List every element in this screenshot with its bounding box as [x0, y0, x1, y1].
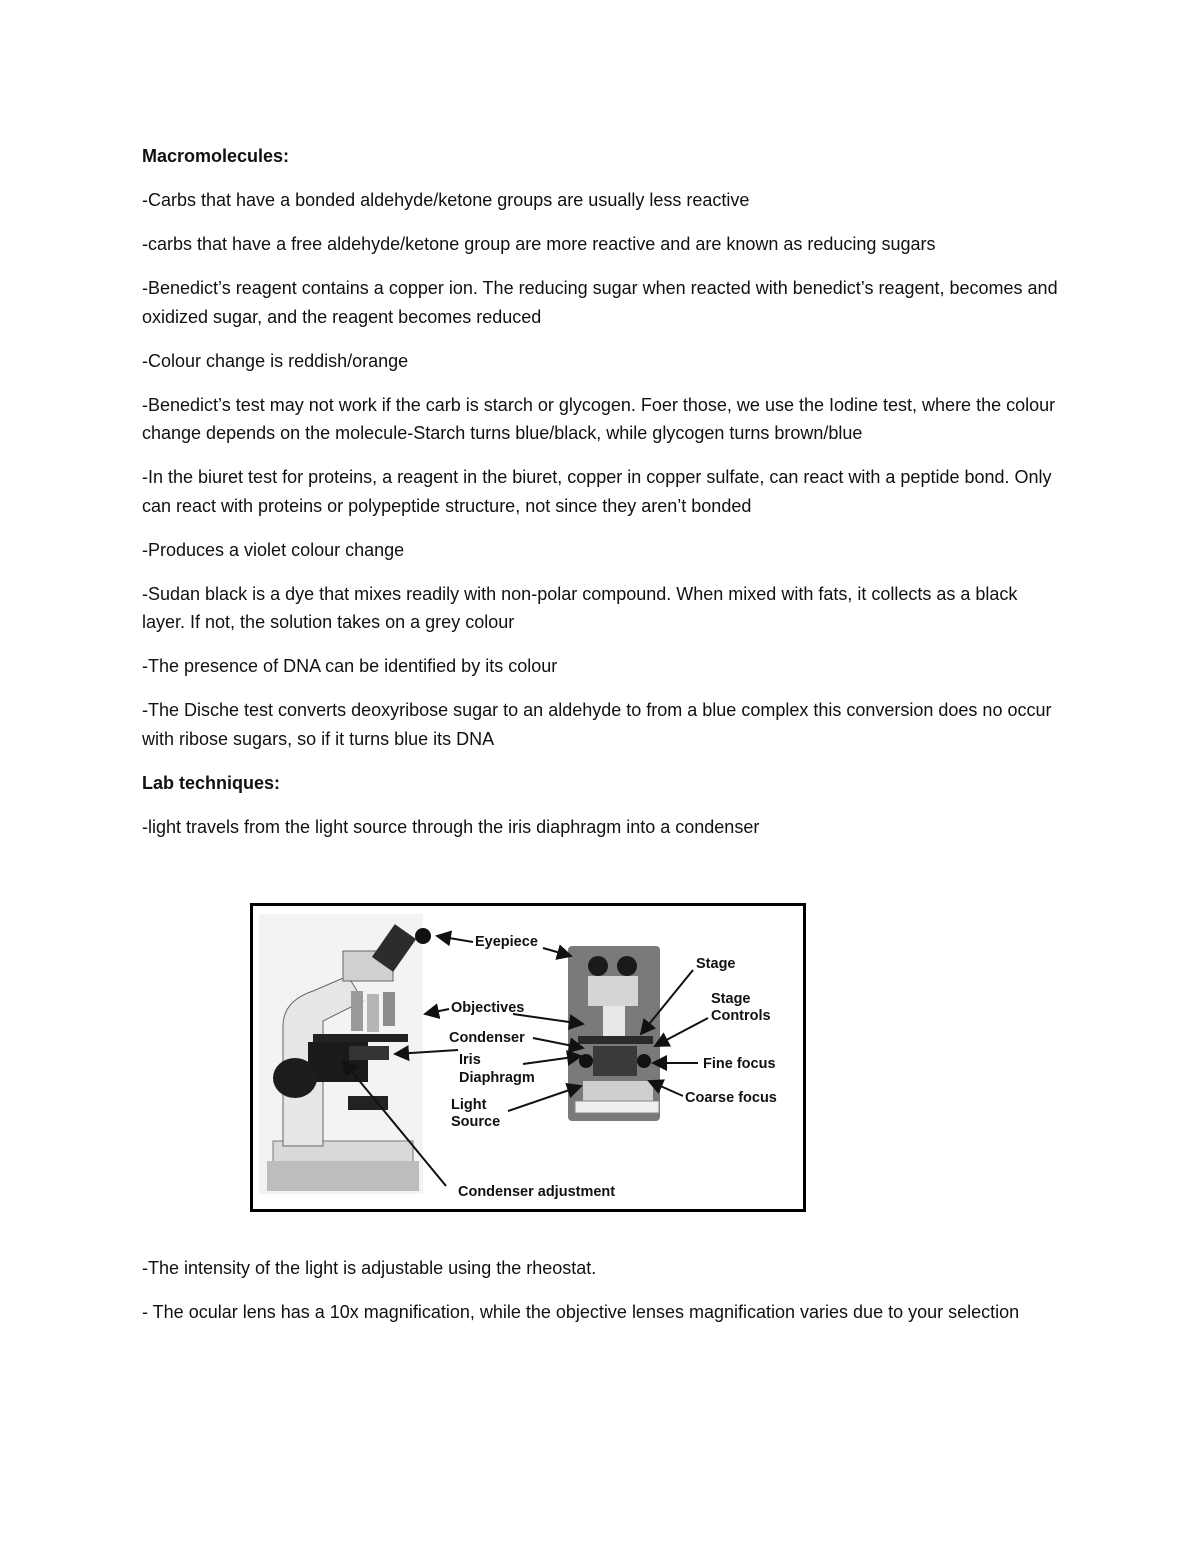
- heading-macromolecules: Macromolecules:: [142, 146, 290, 166]
- label-stage-controls-2: Controls: [711, 1008, 771, 1024]
- label-stage-controls-1: Stage: [711, 991, 751, 1007]
- label-condenser: Condenser: [449, 1030, 525, 1046]
- paragraph: -Benedict’s reagent contains a copper ion. The reducing sugar when reacted with benedict’s reagent, becomes and oxidized sugar, and the reagent becomes reduced: [142, 278, 1058, 327]
- label-iris-1: Iris: [459, 1052, 481, 1068]
- paragraph: -Sudan black is a dye that mixes readily with non-polar compound. When mixed with fats, it collects as a black layer. If not, the solution takes on a grey colour: [142, 583, 1018, 632]
- paragraph: - The ocular lens has a 10x magnification, while the objective lenses magnification varies due to your selection: [142, 1302, 1020, 1322]
- paragraph: -Carbs that have a bonded aldehyde/ketone groups are usually less reactive: [142, 190, 750, 210]
- label-iris-2: Diaphragm: [459, 1070, 535, 1086]
- microscope-photo-front: [568, 946, 660, 1121]
- label-light-1: Light: [451, 1097, 487, 1113]
- document-body: [142, 142, 1062, 857]
- microscope-figure: [250, 903, 806, 1212]
- paragraph: -In the biuret test for proteins, a reagent in the biuret, copper in copper sulfate, can react with a peptide bond. Only can react with proteins or polypeptide structure, not since they aren’t bonded: [142, 467, 1052, 516]
- paragraph: -Colour change is reddish/orange: [142, 350, 409, 371]
- label-objectives: Objectives: [451, 1000, 525, 1016]
- paragraph: -The presence of DNA can be identified by its colour: [142, 656, 558, 676]
- paragraph: -light travels from the light source through the iris diaphragm into a condenser: [142, 816, 760, 837]
- label-coarse-focus: Coarse focus: [685, 1090, 777, 1106]
- paragraph: -The Dische test converts deoxyribose sugar to an aldehyde to from a blue complex this conversion does no occur with ribose sugars, so if it turns blue its DNA: [142, 700, 1052, 749]
- label-light-2: Source: [451, 1114, 501, 1130]
- microscope-diagram: [253, 906, 803, 1209]
- heading-lab-techniques: Lab techniques:: [142, 772, 281, 793]
- paragraph: -The intensity of the light is adjustable using the rheostat.: [142, 1258, 597, 1278]
- label-condenser-adjustment: Condenser adjustment: [458, 1184, 616, 1200]
- paragraph: -carbs that have a free aldehyde/ketone group are more reactive and are known as reducing sugars: [142, 234, 936, 254]
- paragraph: -Produces a violet colour change: [142, 539, 405, 560]
- label-eyepiece: Eyepiece: [475, 934, 538, 950]
- document-body-after-figure: [142, 1254, 1062, 1342]
- paragraph: -Benedict’s test may not work if the carb is starch or glycogen. Foer those, we use the Iodine test, where the colour change depends on the molecule-Starch turns blue/black, while glycogen turns brown/blue: [142, 394, 1056, 443]
- label-fine-focus: Fine focus: [703, 1056, 776, 1072]
- label-stage: Stage: [696, 956, 736, 972]
